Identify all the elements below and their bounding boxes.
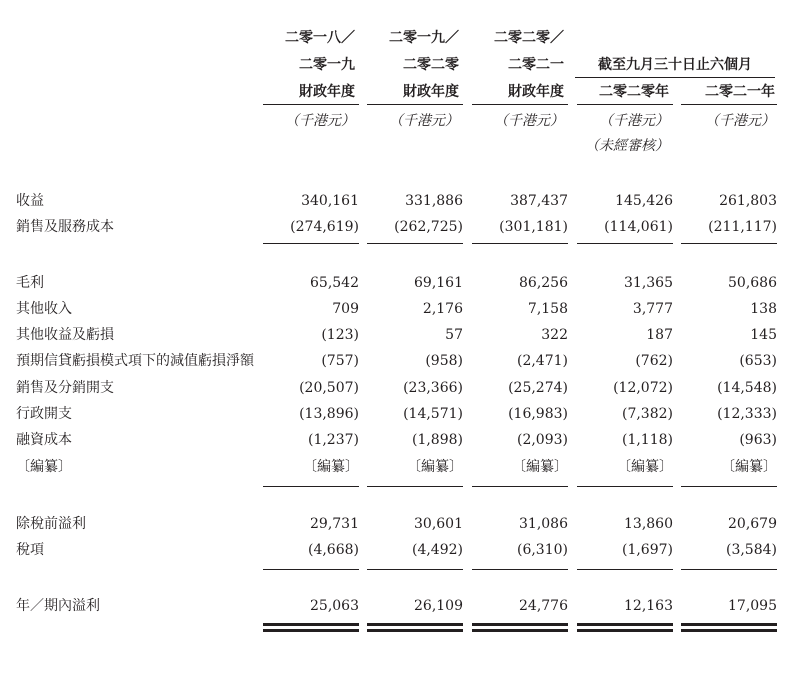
total-double-rule-bottom <box>577 629 673 632</box>
total-double-rule-top <box>472 623 568 626</box>
row-label: 毛利 <box>16 275 44 291</box>
cell-value: 26,109 <box>414 598 463 614</box>
gross-profit-rule <box>367 243 463 244</box>
pre-tax-rule <box>472 486 568 487</box>
cell-value: 340,161 <box>301 193 359 209</box>
col2-header-line1: 二零一九／ <box>389 30 459 46</box>
cell-value: 31,365 <box>624 275 673 291</box>
pre-tax-rule <box>577 486 673 487</box>
col5-header-rule <box>681 104 777 105</box>
net-profit-rule <box>577 569 673 570</box>
col5-header-line3: 二零二一年 <box>705 84 775 100</box>
cell-value: (114,061) <box>604 219 673 235</box>
gross-profit-rule <box>681 243 777 244</box>
cell-value: 86,256 <box>519 275 568 291</box>
cell-value: (1,118) <box>621 432 673 448</box>
cell-value: (13,896) <box>299 406 359 422</box>
cell-value: 3,777 <box>632 301 673 317</box>
cell-value: 145,426 <box>615 193 673 209</box>
net-profit-rule <box>367 569 463 570</box>
col3-header-line1: 二零二零／ <box>494 30 564 46</box>
gross-profit-rule <box>472 243 568 244</box>
col1-header-line3: 財政年度 <box>299 84 355 100</box>
cell-value: 145 <box>750 327 777 343</box>
cell-value: (3,584) <box>725 542 777 558</box>
col2-header-rule <box>367 104 463 105</box>
cell-value: 7,158 <box>527 301 568 317</box>
row-label: 銷售及分銷開支 <box>16 380 114 396</box>
cell-value: (25,274) <box>508 380 568 396</box>
cell-value: 29,731 <box>310 516 359 532</box>
cell-value: 65,542 <box>310 275 359 291</box>
cell-value: (16,983) <box>508 406 568 422</box>
row-label: 銷售及服務成本 <box>16 219 114 235</box>
cell-value: 2,176 <box>422 301 463 317</box>
col2-unit: （千港元） <box>389 113 459 129</box>
cell-value: (14,571) <box>403 406 463 422</box>
total-double-rule-bottom <box>681 629 777 632</box>
cell-value: (262,725) <box>394 219 463 235</box>
col3-header-rule <box>472 104 568 105</box>
cell-value: (6,310) <box>516 542 568 558</box>
row-label: 預期信貸虧損模式項下的減值虧損淨額 <box>16 353 254 369</box>
cell-value: 50,686 <box>728 275 777 291</box>
total-double-rule-top <box>367 623 463 626</box>
net-profit-rule <box>263 569 359 570</box>
cell-value: 〔編纂〕 <box>407 459 463 475</box>
col2-header-line3: 財政年度 <box>403 84 459 100</box>
cell-value: 20,679 <box>728 516 777 532</box>
cell-value: (963) <box>739 432 777 448</box>
col3-unit: （千港元） <box>494 113 564 129</box>
cell-value: 261,803 <box>719 193 777 209</box>
cell-value: (1,237) <box>307 432 359 448</box>
cell-value: 13,860 <box>624 516 673 532</box>
cell-value: 25,063 <box>310 598 359 614</box>
row-label: 其他收益及虧損 <box>16 327 114 343</box>
col5-unit: （千港元） <box>705 113 775 129</box>
cell-value: (757) <box>321 353 359 369</box>
total-double-rule-top <box>681 623 777 626</box>
gross-profit-rule <box>263 243 359 244</box>
cell-value: 57 <box>445 327 463 343</box>
pre-tax-rule <box>263 486 359 487</box>
col3-header-line2: 二零二一 <box>508 57 564 73</box>
col4-unit: （千港元） <box>599 113 669 129</box>
cell-value: (958) <box>425 353 463 369</box>
cell-value: 331,886 <box>405 193 463 209</box>
cell-value: (4,492) <box>411 542 463 558</box>
cell-value: 24,776 <box>519 598 568 614</box>
row-label: 行政開支 <box>16 406 72 422</box>
row-label: 〔編纂〕 <box>16 459 72 475</box>
row-label: 收益 <box>16 193 44 209</box>
cell-value: 322 <box>541 327 568 343</box>
col4-header-line3: 二零二零年 <box>599 84 669 100</box>
six-months-header: 截至九月三十日止六個月 <box>598 57 752 73</box>
cell-value: (12,072) <box>613 380 673 396</box>
col1-header-line2: 二零一九 <box>299 57 355 73</box>
net-profit-rule <box>681 569 777 570</box>
total-double-rule-bottom <box>472 629 568 632</box>
total-double-rule-top <box>263 623 359 626</box>
cell-value: 709 <box>332 301 359 317</box>
six-months-header-rule <box>575 77 775 78</box>
cell-value: (762) <box>635 353 673 369</box>
cell-value: 187 <box>646 327 673 343</box>
cell-value: (1,898) <box>411 432 463 448</box>
cell-value: 12,163 <box>624 598 673 614</box>
col1-unit: （千港元） <box>285 113 355 129</box>
total-double-rule-bottom <box>367 629 463 632</box>
row-label: 年／期內溢利 <box>16 598 100 614</box>
cell-value: (123) <box>321 327 359 343</box>
cell-value: 〔編纂〕 <box>617 459 673 475</box>
row-label: 其他收入 <box>16 301 72 317</box>
col2-header-line2: 二零二零 <box>403 57 459 73</box>
cell-value: (1,697) <box>621 542 673 558</box>
cell-value: 〔編纂〕 <box>512 459 568 475</box>
gross-profit-rule <box>577 243 673 244</box>
net-profit-rule <box>472 569 568 570</box>
cell-value: (653) <box>739 353 777 369</box>
cell-value: 69,161 <box>414 275 463 291</box>
cell-value: (12,333) <box>717 406 777 422</box>
cell-value: (23,366) <box>403 380 463 396</box>
cell-value: (14,548) <box>717 380 777 396</box>
cell-value: 〔編纂〕 <box>303 459 359 475</box>
row-label: 除稅前溢利 <box>16 516 86 532</box>
row-label: 稅項 <box>16 542 44 558</box>
col1-header-line1: 二零一八／ <box>285 30 355 46</box>
cell-value: (2,093) <box>516 432 568 448</box>
total-double-rule-top <box>577 623 673 626</box>
row-label: 融資成本 <box>16 432 72 448</box>
cell-value: 17,095 <box>728 598 777 614</box>
col4-header-rule <box>577 104 673 105</box>
col1-header-rule <box>263 104 359 105</box>
cell-value: 138 <box>750 301 777 317</box>
cell-value: (301,181) <box>499 219 568 235</box>
total-double-rule-bottom <box>263 629 359 632</box>
cell-value: (211,117) <box>708 219 777 235</box>
col4-unaudited-note: （未經審核） <box>585 138 669 154</box>
cell-value: (7,382) <box>621 406 673 422</box>
cell-value: 〔編纂〕 <box>721 459 777 475</box>
cell-value: (274,619) <box>290 219 359 235</box>
cell-value: (2,471) <box>516 353 568 369</box>
cell-value: 31,086 <box>519 516 568 532</box>
cell-value: 30,601 <box>414 516 463 532</box>
cell-value: (20,507) <box>299 380 359 396</box>
cell-value: (4,668) <box>307 542 359 558</box>
pre-tax-rule <box>367 486 463 487</box>
col3-header-line3: 財政年度 <box>508 84 564 100</box>
pre-tax-rule <box>681 486 777 487</box>
cell-value: 387,437 <box>510 193 568 209</box>
